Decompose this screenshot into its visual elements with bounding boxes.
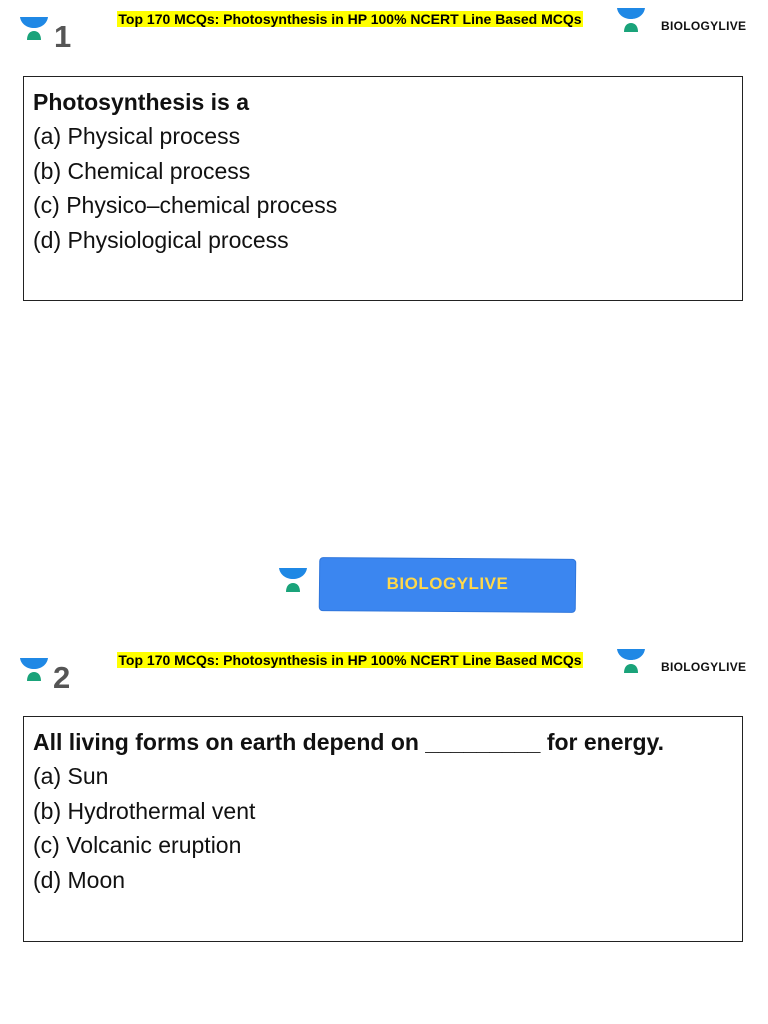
question-card-1 (23, 76, 743, 301)
banner-logo-icon (278, 566, 308, 592)
option-a[interactable]: (a) Physical process (33, 123, 241, 149)
option-b[interactable]: (b) Hydrothermal vent (33, 797, 256, 824)
logo-icon (19, 655, 49, 681)
brand-banner (278, 556, 578, 616)
option-c[interactable]: (c) Physico–chemical process (33, 192, 338, 218)
option-c[interactable]: (c) Volcanic eruption (33, 832, 242, 858)
option-d[interactable]: (d) Physiological process (33, 226, 289, 253)
question-text: All living forms on earth depend on _________ for energy. (33, 729, 664, 755)
brand-name: BIOLOGYLIVE (661, 19, 747, 33)
header-title-text: Top 170 MCQs: Photosynthesis in HP 100% NCERT Line Based MCQs (118, 652, 582, 668)
question-number: 1 (54, 19, 72, 54)
banner-label[interactable]: BIOLOGYLIVE (386, 574, 509, 593)
option-b[interactable]: (b) Chemical process (33, 157, 251, 184)
logo-icon (19, 14, 49, 40)
option-a[interactable]: (a) Sun (33, 763, 109, 789)
page-header-1 (0, 0, 768, 60)
brand-logo-icon (616, 6, 646, 32)
question-text: Photosynthesis is a (33, 89, 250, 115)
header-title (112, 8, 588, 30)
question-number: 2 (53, 660, 71, 695)
header-title (112, 649, 588, 671)
question-card-2 (23, 716, 743, 942)
brand-logo-icon (616, 647, 646, 673)
page-header-2 (0, 641, 768, 701)
brand-name: BIOLOGYLIVE (661, 660, 747, 674)
option-d[interactable]: (d) Moon (33, 866, 126, 893)
header-title-text: Top 170 MCQs: Photosynthesis in HP 100% NCERT Line Based MCQs (118, 11, 582, 27)
